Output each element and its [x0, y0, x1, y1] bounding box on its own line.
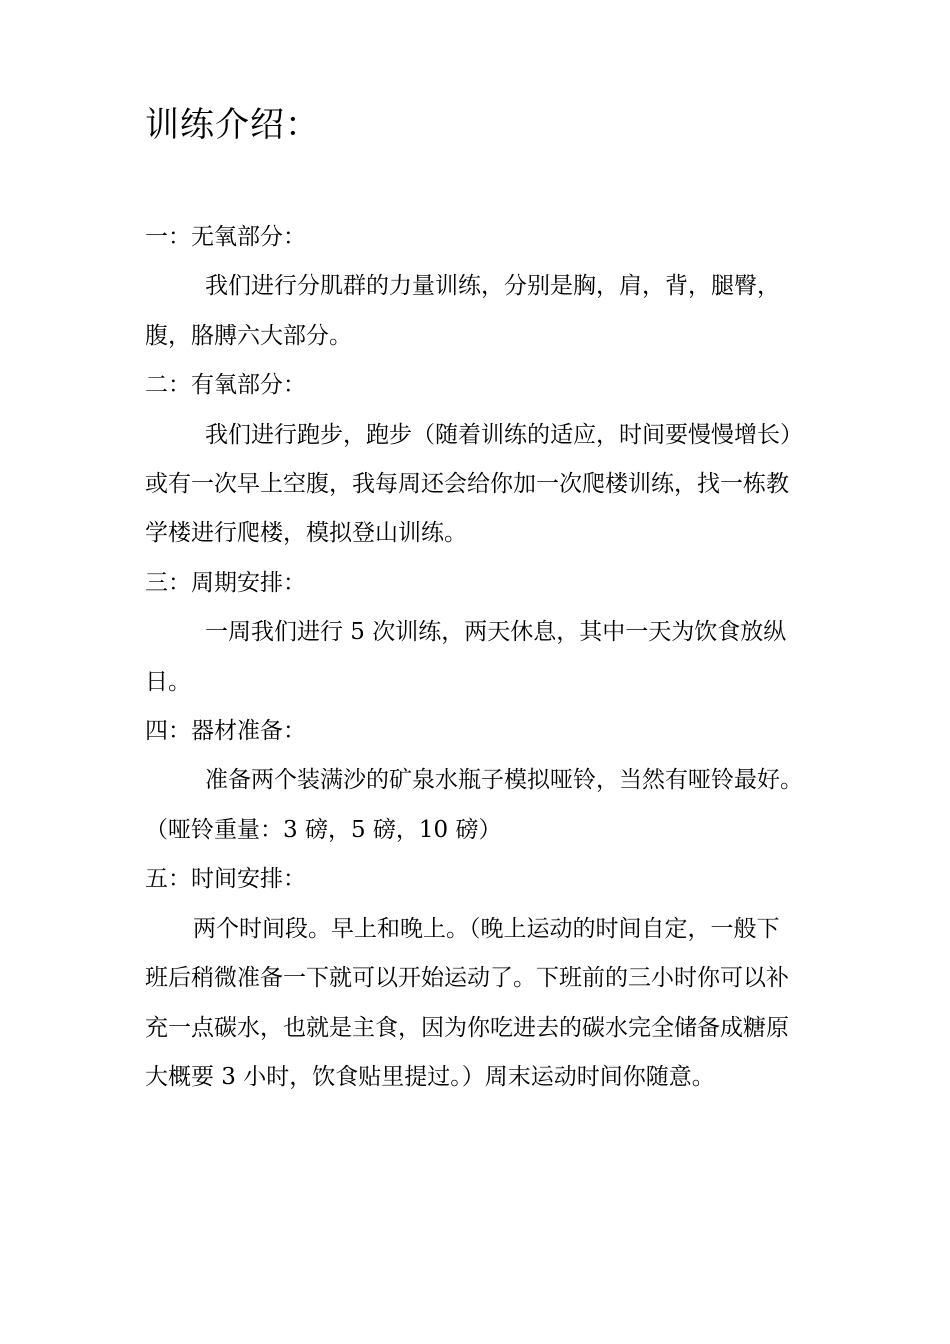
paragraph-line: 学楼进行爬楼，模拟登山训练。	[145, 520, 467, 547]
document-body	[145, 213, 810, 1102]
paragraph-line: 或有一次早上空腹，我每周还会给你加一次爬楼训练，找一栋教	[145, 471, 789, 498]
section-paragraph-time	[145, 905, 810, 1103]
section-heading-equipment: 四：器材准备：	[145, 718, 306, 745]
section-heading-time: 五：时间安排：	[145, 866, 306, 893]
section-heading-aerobic: 二：有氧部分：	[145, 372, 306, 399]
paragraph-line: 一周我们进行 5 次训练，两天休息，其中一天为饮食放纵	[205, 619, 787, 646]
paragraph-line: 班后稍微准备一下就可以开始运动了。下班前的三小时你可以补	[145, 965, 789, 992]
paragraph-line: 两个时间段。早上和晚上。（晚上运动的时间自定，一般下	[193, 915, 780, 942]
paragraph-line: 我们进行分肌群的力量训练，分别是胸，肩，背，腿臀，	[205, 273, 780, 300]
paragraph-line: 充一点碳水，也就是主食，因为你吃进去的碳水完全储备成糖原	[145, 1014, 789, 1041]
paragraph-line: 日。	[145, 668, 191, 695]
document-title: 训练介绍：	[145, 105, 320, 145]
paragraph-line: 我们进行跑步，跑步（随着训练的适应，时间要慢慢增长）	[205, 421, 803, 448]
section-heading-anaerobic: 一：无氧部分：	[145, 224, 306, 250]
paragraph-line: 腹，胳膊六大部分。	[145, 322, 352, 349]
paragraph-line: 大概要 3 小时，饮食贴里提过。）周末运动时间你随意。	[145, 1063, 715, 1090]
paragraph-line: （哑铃重量：3 磅，5 磅，10 磅）	[145, 816, 502, 843]
section-paragraph-anaerobic	[145, 262, 810, 361]
section-paragraph-equipment	[145, 756, 810, 855]
paragraph-line: 准备两个装满沙的矿泉水瓶子模拟哑铃，当然有哑铃最好。	[205, 767, 803, 794]
section-heading-schedule: 三：周期安排：	[145, 569, 306, 596]
section-paragraph-schedule	[145, 608, 810, 707]
section-paragraph-aerobic	[145, 411, 810, 559]
